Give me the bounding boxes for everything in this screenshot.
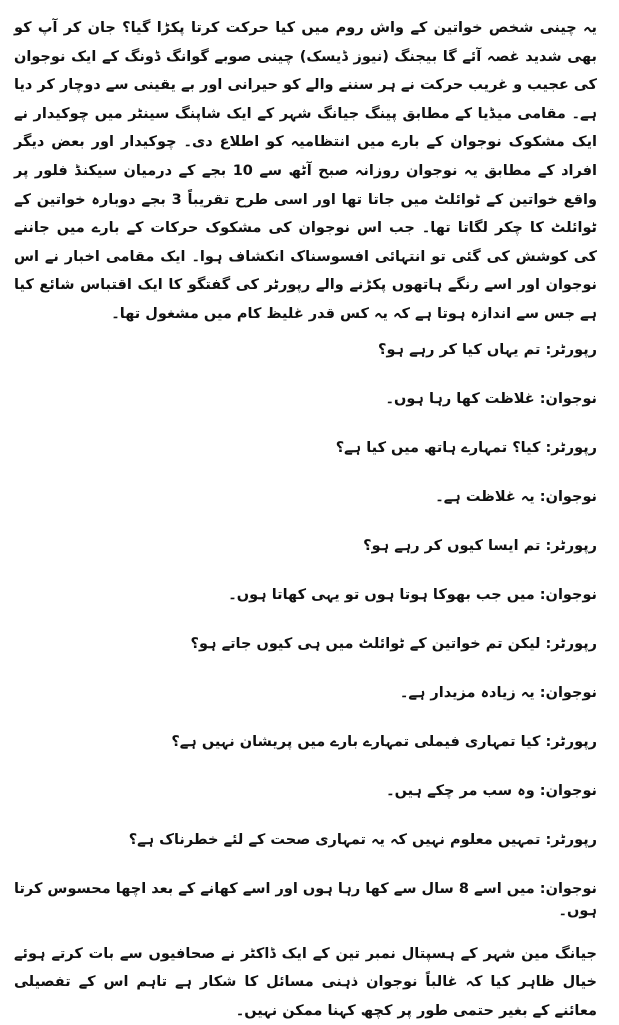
- dialogue-line: رپورٹر: کیا؟ تمہارے ہاتھ میں کیا ہے؟: [335, 439, 597, 456]
- article-closing: جیانگ مین شہر کے ہسپتال نمبر تین کے ایک ڈاکٹر نے صحافیوں سے بات کرتے ہوئے خیال ظاہر کیا کہ غالباً نوجوان ذہنی مسائل کا شکار ہے تاہم اس کے تفصیلی معائنے کے بغیر حتمی طور پر کچھ کہنا ممکن نہیں۔: [14, 945, 597, 1019]
- dialogue-line: رپورٹر: کیا تمہاری فیملی تمہارے بارے میں پریشان نہیں ہے؟: [171, 733, 597, 750]
- dialogue-line: نوجوان: غلاظت کھا رہا ہوں۔: [385, 390, 597, 407]
- dialogue-line: رپورٹر: تم ایسا کیوں کر رہے ہو؟: [363, 537, 597, 554]
- dialogue-line: نوجوان: وہ سب مر چکے ہیں۔: [386, 782, 597, 799]
- dialogue-line: نوجوان: میں اسے 8 سال سے کھا رہا ہوں اور اسے کھانے کے بعد اچھا محسوس کرتا ہوں۔: [14, 880, 597, 919]
- dialogue-line: رپورٹر: لیکن تم خواتین کے ٹوائلٹ میں ہی کیوں جاتے ہو؟: [190, 635, 597, 652]
- dialogue-line: رپورٹر: تم یہاں کیا کر رہے ہو؟: [378, 341, 597, 358]
- article-intro: یہ چینی شخص خواتین کے واش روم میں کیا حرکت کرتا پکڑا گیا؟ جان کر آپ کو بھی شدید غصہ آئے گا بیجنگ (نیوز ڈیسک) چینی صوبے گوانگ ڈونگ کے ایک نوجوان کی عجیب و غریب حرکت نے ہر سننے والے کو حیرانی اور بے یقینی سے دوچار کر دیا ہے۔ مقامی میڈیا کے مطابق پینگ جیانگ شہر کے ایک شاپنگ سینٹر میں چوکیدار نے ایک مشکوک نوجوان کے بارے میں انتظامیہ کو اطلاع دی۔ چوکیدار اور بعض دیگر افراد کے مطابق یہ نوجوان روزانہ صبح آٹھ سے 10 بجے کے درمیان سیکنڈ فلور پر واقع خواتین کے ٹوائلٹ میں جاتا تھا اور اسی طرح تقریباً 3 بجے دوبارہ خواتین کے ٹوائلٹ کا چکر لگاتا تھا۔ جب اس نوجوان کی مشکوک حرکات کے بارے میں جاننے کی کوشش کی گئی تو انتہائی افسوسناک انکشاف ہوا۔ ایک مقامی اخبار نے اس نوجوان اور اسے رنگے ہاتھوں پکڑنے والے رپورٹر کی گفتگو کا ایک اقتباس شائع کیا ہے جس سے اندازہ ہوتا ہے کہ یہ کس قدر غلیظ کام میں مشغول تھا۔: [14, 20, 598, 322]
- dialogue-line: نوجوان: یہ زیادہ مزیدار ہے۔: [399, 684, 597, 701]
- dialogue: [14, 339, 597, 922]
- dialogue-line: نوجوان: یہ غلاظت ہے۔: [435, 488, 597, 505]
- dialogue-line: نوجوان: میں جب بھوکا ہوتا ہوں تو یہی کھاتا ہوں۔: [228, 586, 597, 603]
- dialogue-line: رپورٹر: تمہیں معلوم نہیں کہ یہ تمہاری صحت کے لئے خطرناک ہے؟: [128, 831, 597, 848]
